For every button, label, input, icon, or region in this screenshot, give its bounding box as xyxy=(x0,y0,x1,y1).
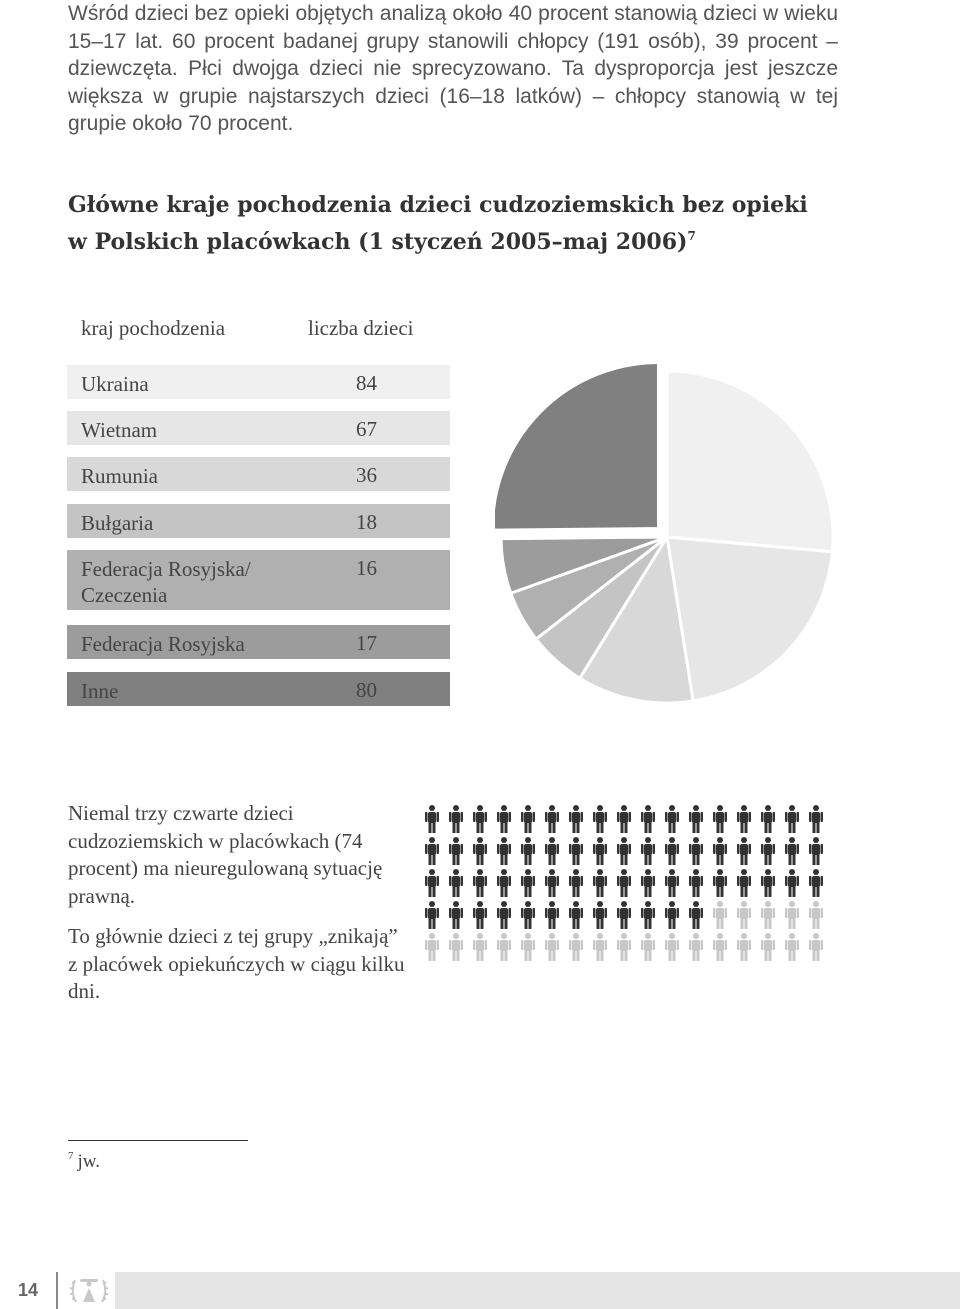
person-icon xyxy=(761,901,775,929)
person-icon xyxy=(689,869,703,897)
person-icon xyxy=(569,933,583,961)
person-icon xyxy=(737,805,751,833)
person-icon xyxy=(473,869,487,897)
row-count: 80 xyxy=(356,678,377,702)
people-pictogram xyxy=(420,805,840,970)
person-icon xyxy=(641,837,655,865)
person-icon xyxy=(497,837,511,865)
person-icon xyxy=(545,805,559,833)
person-icon xyxy=(761,805,775,833)
person-icon xyxy=(521,933,535,961)
footnote-mark: 7 xyxy=(68,1150,74,1162)
person-icon xyxy=(521,837,535,865)
person-icon xyxy=(569,901,583,929)
person-icon xyxy=(593,805,607,833)
person-icon xyxy=(641,869,655,897)
person-icon xyxy=(617,805,631,833)
person-icon xyxy=(737,901,751,929)
person-icon xyxy=(737,837,751,865)
person-icon xyxy=(473,805,487,833)
page-number-divider xyxy=(56,1272,58,1309)
person-icon xyxy=(473,901,487,929)
person-icon xyxy=(809,837,823,865)
person-icon xyxy=(617,837,631,865)
person-icon xyxy=(809,901,823,929)
person-icon xyxy=(593,901,607,929)
person-icon xyxy=(809,933,823,961)
person-icon xyxy=(473,837,487,865)
person-icon xyxy=(761,837,775,865)
person-icon xyxy=(545,837,559,865)
table-row-federacja-rosyjska-czeczenia xyxy=(67,550,450,610)
person-icon xyxy=(425,933,439,961)
row-count: 17 xyxy=(356,631,377,655)
person-icon xyxy=(617,933,631,961)
person-icon xyxy=(785,869,799,897)
person-icon xyxy=(521,805,535,833)
person-icon xyxy=(785,933,799,961)
person-icon xyxy=(425,869,439,897)
person-icon xyxy=(449,805,463,833)
table-row-bulgaria xyxy=(67,504,450,538)
row-country: Federacja Rosyjska xyxy=(81,632,245,656)
person-icon xyxy=(689,837,703,865)
person-icon xyxy=(593,837,607,865)
pie-slice-wietnam xyxy=(667,537,832,701)
row-country: Ukraina xyxy=(81,372,149,396)
table-row-rumunia xyxy=(67,457,450,491)
row-country: Federacja Rosyjska/ Czeczenia xyxy=(81,557,251,607)
person-icon xyxy=(665,933,679,961)
table-row-ukraina xyxy=(67,365,450,399)
person-icon xyxy=(689,805,703,833)
row-count: 84 xyxy=(356,371,377,395)
person-icon xyxy=(449,869,463,897)
person-icon xyxy=(569,805,583,833)
person-icon xyxy=(425,837,439,865)
table-row-inne xyxy=(67,672,450,706)
person-icon xyxy=(593,869,607,897)
person-icon xyxy=(569,837,583,865)
person-icon xyxy=(641,933,655,961)
unhcr-logo-icon xyxy=(66,1272,112,1309)
person-icon xyxy=(545,869,559,897)
person-icon xyxy=(497,805,511,833)
person-icon xyxy=(761,869,775,897)
person-icon xyxy=(785,837,799,865)
table-row-wietnam xyxy=(67,411,450,445)
person-icon xyxy=(689,901,703,929)
person-icon xyxy=(665,869,679,897)
person-icon xyxy=(641,901,655,929)
person-icon xyxy=(785,805,799,833)
row-count: 16 xyxy=(356,556,377,580)
person-icon xyxy=(497,933,511,961)
footnote-rule xyxy=(68,1140,248,1141)
table-row-federacja-rosyjska xyxy=(67,625,450,659)
person-icon xyxy=(617,869,631,897)
column-header-country: kraj pochodzenia xyxy=(81,316,226,340)
person-icon xyxy=(713,901,727,929)
pie-chart xyxy=(495,355,840,710)
person-icon xyxy=(473,933,487,961)
footnote xyxy=(68,1150,100,1173)
person-icon xyxy=(545,901,559,929)
person-icon xyxy=(713,837,727,865)
person-icon xyxy=(593,933,607,961)
person-icon xyxy=(521,869,535,897)
note-paragraph-1: Niemal trzy czwarte dzieci cudzoziemskich w placówkach (74 procent) ma nieuregulowaną sytuację prawną. xyxy=(68,801,383,908)
person-icon xyxy=(785,901,799,929)
person-icon xyxy=(665,837,679,865)
row-count: 67 xyxy=(356,417,377,441)
person-icon xyxy=(425,901,439,929)
chart-title-text: Główne kraje pochodzenia dzieci cudzoziemskich bez opieki w Polskich placówkach (1 styczeń 2005–maj 2006) xyxy=(68,192,808,255)
person-icon xyxy=(689,933,703,961)
row-count: 36 xyxy=(356,463,377,487)
footer-bar xyxy=(115,1272,960,1309)
row-country: Inne xyxy=(81,679,119,703)
person-icon xyxy=(737,869,751,897)
person-icon xyxy=(713,805,727,833)
person-icon xyxy=(521,901,535,929)
row-country: Wietnam xyxy=(81,418,158,442)
row-country: Rumunia xyxy=(81,464,158,488)
footnote-text: jw. xyxy=(77,1151,101,1172)
person-icon xyxy=(713,869,727,897)
chart-title xyxy=(68,190,828,258)
person-icon xyxy=(809,869,823,897)
person-icon xyxy=(449,901,463,929)
row-country: Bułgaria xyxy=(81,511,154,535)
person-icon xyxy=(425,805,439,833)
note-paragraph-2: To głównie dzieci z tej grupy „znikają” z placówek opiekuńczych w ciągu kilku dni. xyxy=(68,924,405,1003)
person-icon xyxy=(545,933,559,961)
person-icon xyxy=(641,805,655,833)
person-icon xyxy=(497,869,511,897)
person-icon xyxy=(617,901,631,929)
person-icon xyxy=(761,933,775,961)
person-icon xyxy=(713,933,727,961)
column-header-count: liczba dzieci xyxy=(308,316,414,340)
pie-slice-inne xyxy=(495,363,658,531)
person-icon xyxy=(497,901,511,929)
person-icon xyxy=(665,805,679,833)
person-icon xyxy=(449,933,463,961)
intro-paragraph: Wśród dzieci bez opieki objętych analizą około 40 procent stanowią dzieci w wieku 15–17 lat. 60 procent badanej grupy stanowili chłopcy (191 osób), 39 procent – dziewczęta. Płci dwojga dzieci nie sprecyzowano. Ta dysproporcja jest jeszcze większa w grupie najstarszych dzieci (16–18 latków) – chłopcy stanowią w tej grupie około 70 procent. xyxy=(68,2,838,135)
person-icon xyxy=(449,837,463,865)
person-icon xyxy=(809,805,823,833)
person-icon xyxy=(665,901,679,929)
person-icon xyxy=(569,869,583,897)
pie-slice-ukraina xyxy=(667,371,833,552)
page-number: 14 xyxy=(17,1280,39,1300)
person-icon xyxy=(737,933,751,961)
row-count: 18 xyxy=(356,510,377,534)
footnote-ref: 7 xyxy=(687,229,696,243)
